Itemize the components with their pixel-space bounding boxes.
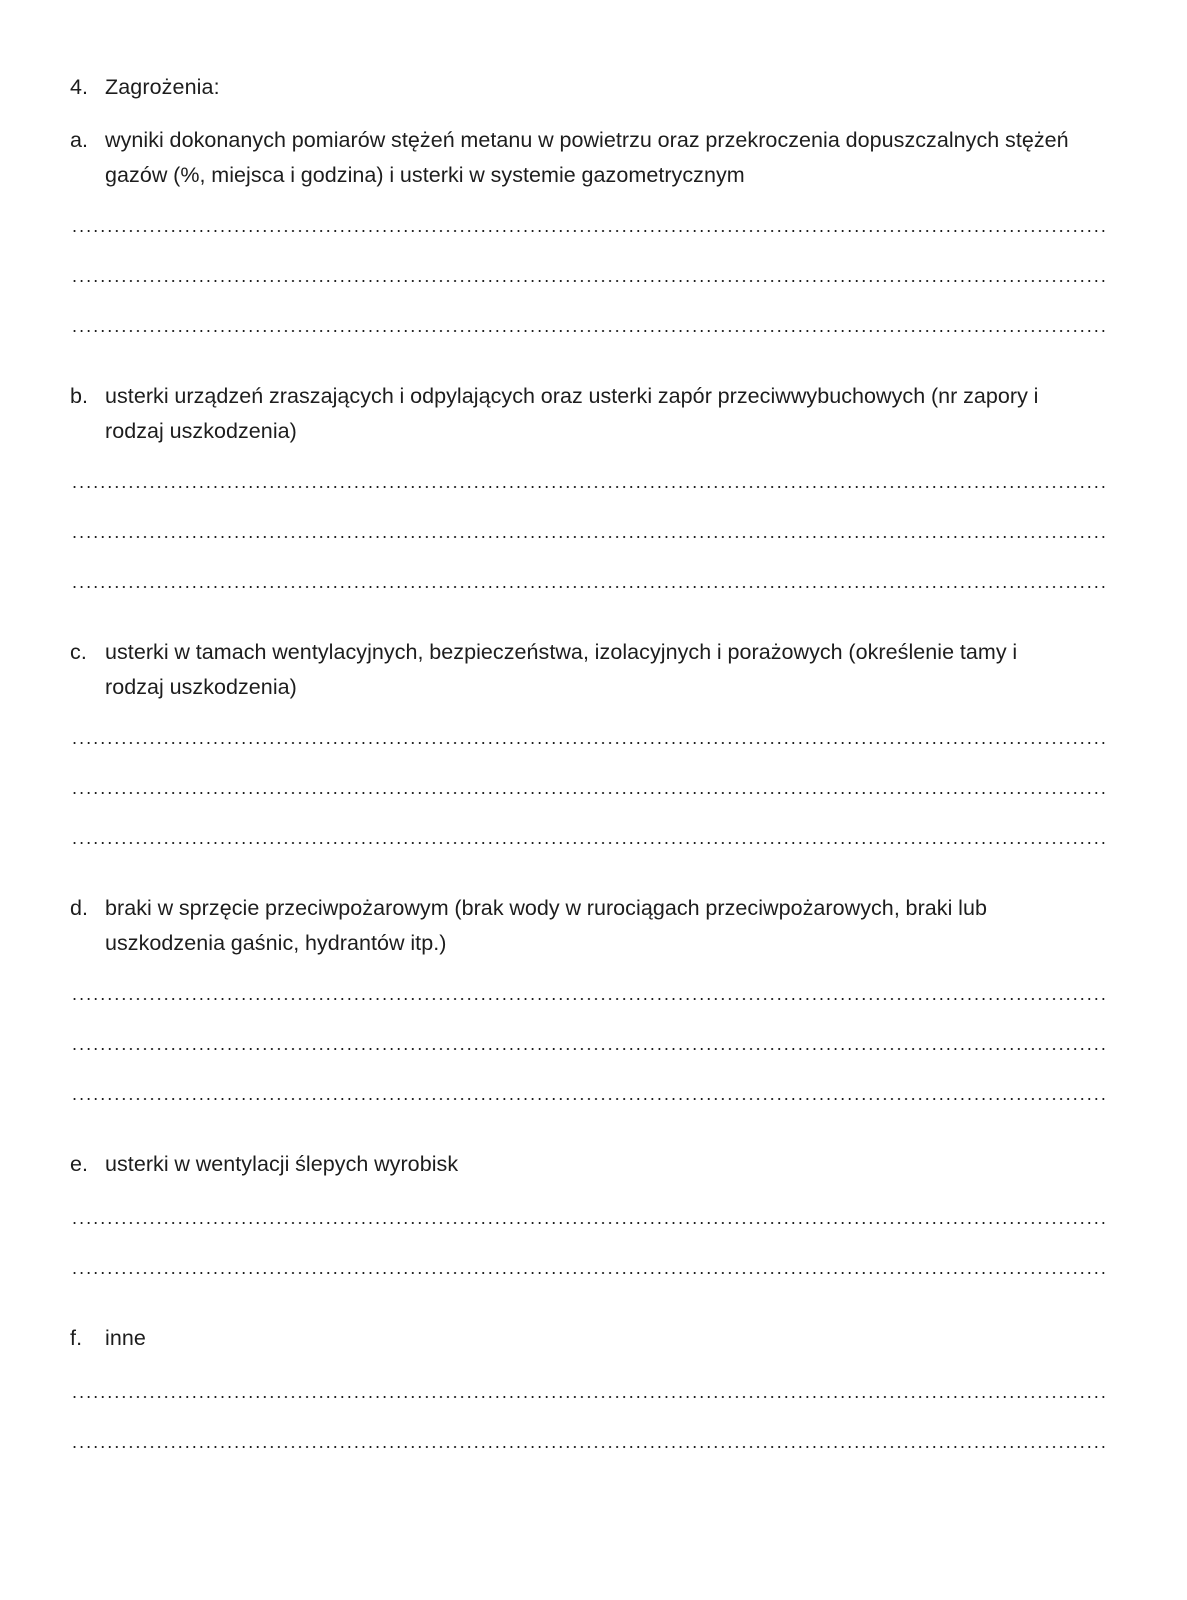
- dotted-rule: [71, 792, 1106, 795]
- list-item-e: [0, 1147, 1187, 1182]
- list-item-marker: c.: [70, 640, 87, 664]
- list-item-marker: f.: [70, 1326, 83, 1350]
- answer-lines-e[interactable]: [0, 1198, 1187, 1298]
- dotted-rule: [71, 1272, 1106, 1275]
- list-item-label: braki w sprzęcie przeciwpożarowym (brak wody w rurociągach przeciwpożarowych, braki lub uszkodzenia gaśnic, hydrantów itp.): [105, 896, 987, 955]
- list-item-a: [0, 123, 1187, 193]
- answer-line[interactable]: [71, 818, 1106, 868]
- dotted-rule: [71, 842, 1106, 845]
- list-item-label: inne: [105, 1326, 146, 1350]
- list-item-marker: b.: [70, 384, 89, 408]
- list-item-marker: a.: [70, 128, 89, 152]
- answer-lines-c[interactable]: [0, 718, 1187, 868]
- dotted-rule: [71, 230, 1106, 233]
- dotted-rule: [71, 586, 1106, 589]
- answer-line[interactable]: [71, 1074, 1106, 1124]
- dotted-rule: [71, 1098, 1106, 1101]
- answer-line[interactable]: [71, 562, 1106, 612]
- dotted-rule: [71, 536, 1106, 539]
- dotted-rule: [71, 1396, 1106, 1399]
- answer-line[interactable]: [71, 1422, 1106, 1472]
- dotted-rule: [71, 486, 1106, 489]
- answer-line[interactable]: [71, 512, 1106, 562]
- answer-line[interactable]: [71, 1024, 1106, 1074]
- dotted-rule: [71, 1222, 1106, 1225]
- answer-line[interactable]: [71, 462, 1106, 512]
- answer-line[interactable]: [71, 768, 1106, 818]
- list-item-label: usterki w tamach wentylacyjnych, bezpieczeństwa, izolacyjnych i porażowych (określenie tamy i rodzaj uszkodzenia): [105, 640, 1018, 699]
- answer-line[interactable]: [71, 718, 1106, 768]
- list-item-marker: d.: [70, 896, 89, 920]
- dotted-rule: [71, 330, 1106, 333]
- dotted-rule: [71, 280, 1106, 283]
- section-number: 4.: [70, 75, 89, 99]
- dotted-rule: [71, 742, 1106, 745]
- list-item-f: [0, 1321, 1187, 1356]
- list-item-label: usterki urządzeń zraszających i odpylających oraz usterki zapór przeciwwybuchowych (nr zapory i rodzaj uszkodzenia): [105, 384, 1039, 443]
- list-item-marker: e.: [70, 1152, 89, 1176]
- answer-line[interactable]: [71, 974, 1106, 1024]
- list-item-b: [0, 379, 1187, 449]
- section-title: Zagrożenia:: [105, 75, 220, 99]
- answer-line[interactable]: [71, 1372, 1106, 1422]
- answer-line[interactable]: [71, 256, 1106, 306]
- answer-line[interactable]: [71, 1248, 1106, 1298]
- dotted-rule: [71, 998, 1106, 1001]
- answer-lines-b[interactable]: [0, 462, 1187, 612]
- section-heading: [0, 70, 1187, 104]
- answer-lines-a[interactable]: [0, 206, 1187, 356]
- answer-lines-d[interactable]: [0, 974, 1187, 1124]
- list-item-d: [0, 891, 1187, 961]
- answer-line[interactable]: [71, 206, 1106, 256]
- list-item-c: [0, 635, 1187, 705]
- dotted-rule: [71, 1048, 1106, 1051]
- list-item-label: wyniki dokonanych pomiarów stężeń metanu w powietrzu oraz przekroczenia dopuszczalnych stężeń gazów (%, miejsca i godzina) i usterki w systemie gazometrycznym: [105, 128, 1069, 187]
- answer-line[interactable]: [71, 306, 1106, 356]
- answer-line[interactable]: [71, 1198, 1106, 1248]
- dotted-rule: [71, 1446, 1106, 1449]
- answer-lines-f[interactable]: [0, 1372, 1187, 1472]
- list-item-label: usterki w wentylacji ślepych wyrobisk: [105, 1152, 459, 1176]
